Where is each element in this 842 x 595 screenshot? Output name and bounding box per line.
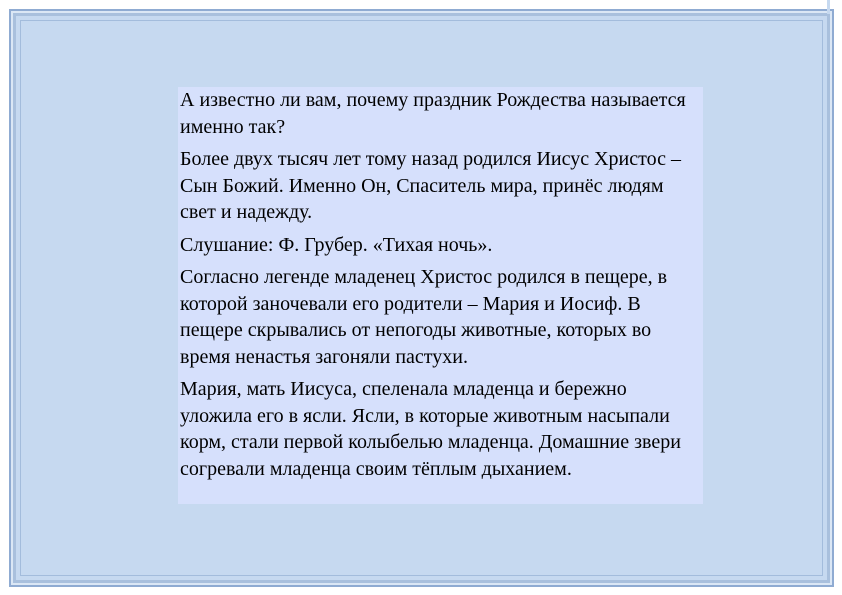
paragraph-listening: Слушание: Ф. Грубер. «Тихая ночь».	[180, 233, 493, 256]
text-box	[178, 87, 703, 504]
paragraph-manger: Мария, мать Иисуса, спеленала младенца и бережно уложила его в ясли. Ясли, в которые животным насыпали корм, стали первой колыбелью младенца. Домашние звери согревали младенца своим тёплым дыханием.	[180, 378, 681, 480]
corner-mark	[827, 0, 830, 14]
paragraph-legend: Согласно легенде младенец Христос родился в пещере, в которой заночевали его родители – Мария и Иосиф. В пещере скрывались от непогоды животные, которых во время ненастья загоняли пастухи.	[180, 266, 668, 368]
paragraph-birth: Более двух тысяч лет тому назад родился Иисус Христос – Сын Божий. Именно Он, Спаситель мира, принёс людям свет и надежду.	[180, 148, 681, 223]
slide	[13, 13, 830, 583]
paragraph-question: А известно ли вам, почему праздник Рождества называется именно так?	[180, 89, 686, 138]
